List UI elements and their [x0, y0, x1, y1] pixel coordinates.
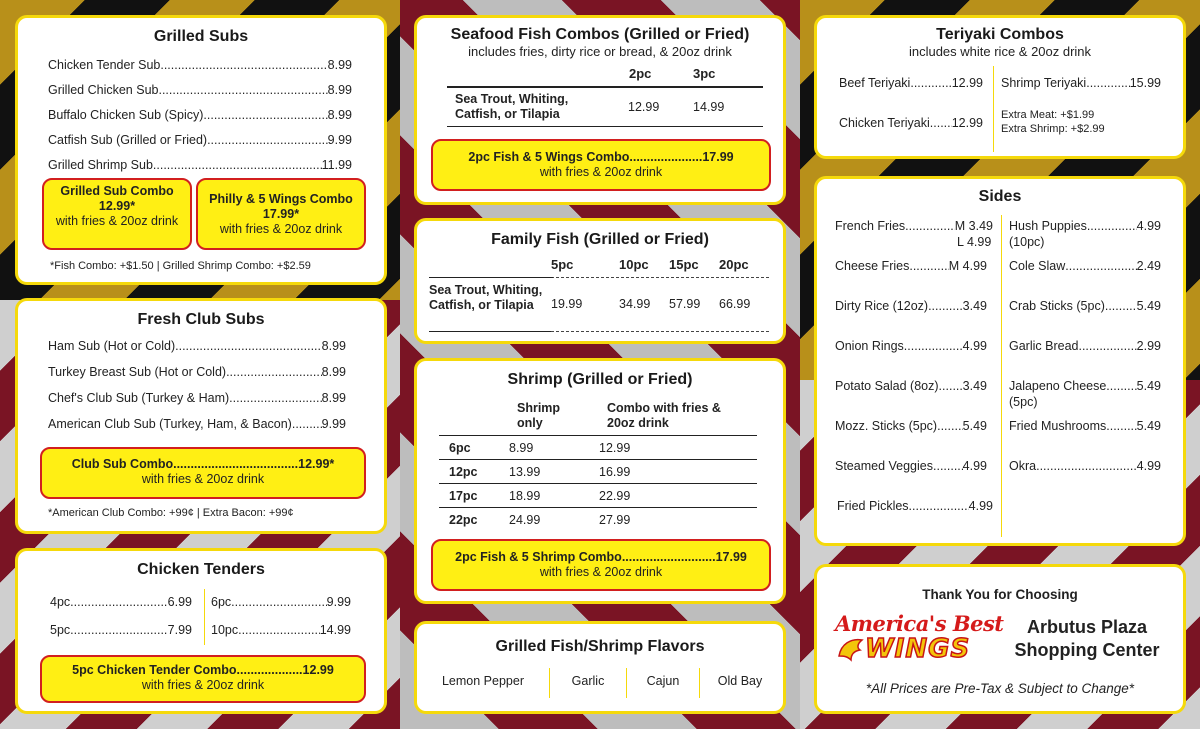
shrimp-card: [414, 358, 786, 604]
side-item: Onion Rings ..... 4.99: [835, 339, 987, 353]
menu-item: Turkey Breast Sub (Hot or Cold) ..... 8.99: [48, 365, 346, 379]
thank-you-text: Thank You for Choosing: [922, 587, 1078, 602]
menu-item: Beef Teriyaki ..... 12.99: [839, 76, 983, 90]
price: 14.99: [693, 100, 725, 114]
chicken-tenders-card: [15, 548, 387, 714]
side-item: Jalapeno Cheese ..... 5.49: [1009, 379, 1161, 393]
menu-item: Chef's Club Sub (Turkey & Ham) ..... 8.99: [48, 391, 346, 405]
combo-desc: with fries & 20oz drink: [55, 214, 179, 228]
extra-meat: Extra Meat: +$1.99: [1001, 109, 1095, 121]
price: 57.99: [669, 297, 701, 311]
combo-desc: with fries & 20oz drink: [141, 472, 265, 486]
logo-top: America's Best: [835, 611, 1004, 636]
family-fish-card: [414, 218, 786, 344]
club-subs-card: [15, 298, 387, 534]
seafood-subtitle: includes fries, dirty rice or bread, & 20oz drink: [468, 44, 732, 59]
wing-icon: [835, 634, 865, 664]
menu-item: 10pc ..... 14.99: [211, 623, 351, 637]
col-header: Combo with fries & 20oz drink: [607, 401, 721, 430]
side-item: French Fries ..... M 3.49: [835, 219, 993, 233]
grilled-subs-card: [15, 15, 387, 285]
table-row: 6pc 8.99 12.99: [439, 436, 757, 460]
menu-item: Grilled Chicken Sub ..... 8.99: [48, 83, 352, 97]
combo-title: 5pc Chicken Tender Combo: [72, 663, 237, 677]
side-item: Hush Puppies ..... 4.99: [1009, 219, 1161, 233]
combo-price: 12.99*: [98, 199, 136, 213]
grilled-subs-title: Grilled Subs: [153, 28, 249, 45]
side-item: Cole Slaw ..... 2.49: [1009, 259, 1161, 273]
combo-desc: with fries & 20oz drink: [141, 678, 265, 692]
grilled-sub-combo-box: [42, 178, 192, 250]
thank-you-card: [814, 564, 1186, 714]
combo-price: 17.99: [715, 550, 747, 564]
fish-shrimp-combo-box: 2pc Fish & 5 Shrimp Combo...........................17.99 with fries & 20oz drink: [431, 539, 771, 591]
club-subs-title: Fresh Club Subs: [137, 311, 265, 328]
disclaimer: *All Prices are Pre-Tax & Subject to Change*: [865, 681, 1135, 696]
philly-wings-combo-box: [196, 178, 366, 250]
combo-title: 2pc Fish & 5 Wings Combo: [468, 150, 630, 164]
combo-desc: with fries & 20oz drink: [539, 565, 663, 579]
flavor-item: Old Bay: [717, 674, 763, 688]
col-header: Shrimp only: [517, 401, 561, 430]
table-row: 17pc 18.99 22.99: [439, 484, 757, 508]
family-fish-title: Family Fish (Grilled or Fried): [491, 231, 709, 248]
fish-row-name: Sea Trout, Whiting, Catfish, or Tilapia: [455, 92, 569, 121]
fish-wings-combo-box: 2pc Fish & 5 Wings Combo.....................17.99 with fries & 20oz drink: [431, 139, 771, 191]
flavor-item: Garlic: [571, 674, 605, 688]
combo-title: Philly & 5 Wings Combo: [209, 192, 353, 206]
seafood-card: [414, 15, 786, 205]
combo-price: 12.99*: [298, 457, 335, 471]
side-item: Potato Salad (8oz) ..... 3.49: [835, 379, 987, 393]
fish-row-name: Sea Trout, Whiting, Catfish, or Tilapia: [429, 283, 543, 312]
brand-logo: [835, 611, 1004, 673]
location-line-1: Arbutus Plaza: [1026, 617, 1148, 637]
menu-item: Shrimp Teriyaki ..... 15.99: [1001, 76, 1161, 90]
combo-title: Club Sub Combo: [71, 457, 174, 471]
seafood-title: Seafood Fish Combos (Grilled or Fried): [450, 26, 750, 43]
menu-item: American Club Sub (Turkey, Ham, & Bacon) ..... 9.99: [48, 417, 346, 431]
teriyaki-title: Teriyaki Combos: [936, 26, 1064, 43]
side-item: Mozz. Sticks (5pc) ..... 5.49: [835, 419, 987, 433]
shrimp-table: [439, 435, 757, 532]
price: 66.99: [719, 297, 751, 311]
club-subs-note: *American Club Combo: +99¢ | Extra Bacon: +99¢: [48, 507, 294, 519]
price: 34.99: [619, 297, 651, 311]
location-line-2: Shopping Center: [1014, 640, 1160, 660]
logo-bottom: WINGS: [865, 634, 971, 664]
shrimp-title: Shrimp (Grilled or Fried): [507, 371, 693, 388]
col-header: 20pc: [719, 257, 749, 272]
flavors-title: Grilled Fish/Shrimp Flavors: [495, 638, 705, 655]
club-sub-combo-box: Club Sub Combo....................................12.99* with fries & 20oz drink: [40, 447, 366, 499]
menu-item: 4pc ..... 6.99: [50, 595, 192, 609]
side-item: Steamed Veggies ..... 4.99: [835, 459, 987, 473]
side-item: Dirty Rice (12oz) ..... 3.49: [835, 299, 987, 313]
menu-item: Grilled Shrimp Sub ..... 11.99: [48, 158, 352, 172]
side-sub: (5pc): [1009, 395, 1038, 409]
combo-price: 12.99: [302, 663, 334, 677]
chicken-tenders-title: Chicken Tenders: [137, 561, 265, 578]
side-item: Crab Sticks (5pc) ..... 5.49: [1009, 299, 1161, 313]
col-header: 10pc: [619, 257, 649, 272]
side-item: Cheese Fries ..... M 4.99: [835, 259, 987, 273]
tender-combo-box: 5pc Chicken Tender Combo...................12.99 with fries & 20oz drink: [40, 655, 366, 703]
combo-title: Grilled Sub Combo: [60, 184, 174, 198]
col-header: 15pc: [669, 257, 699, 272]
teriyaki-card: [814, 15, 1186, 159]
extra-shrimp: Extra Shrimp: +$2.99: [1001, 123, 1105, 135]
side-item: Fried Pickles ..... 4.99: [837, 499, 993, 513]
combo-desc: with fries & 20oz drink: [219, 222, 343, 236]
grilled-subs-note: *Fish Combo: +$1.50 | Grilled Shrimp Combo: +$2.59: [50, 260, 311, 272]
side-item: Okra ..... 4.99: [1009, 459, 1161, 473]
col-header: 3pc: [693, 66, 716, 81]
sides-card: [814, 176, 1186, 546]
menu-item: Catfish Sub (Grilled or Fried) ..... 9.99: [48, 133, 352, 147]
side-price-large: L 4.99: [957, 235, 992, 249]
sides-title: Sides: [978, 188, 1022, 205]
menu-item: Ham Sub (Hot or Cold) ..... 8.99: [48, 339, 346, 353]
teriyaki-subtitle: includes white rice & 20oz drink: [908, 44, 1092, 59]
flavors-card: [414, 621, 786, 714]
menu-item: Buffalo Chicken Sub (Spicy) ..... 8.99: [48, 108, 352, 122]
price: 12.99: [628, 100, 660, 114]
side-item: Fried Mushrooms ..... 5.49: [1009, 419, 1161, 433]
menu-item: Chicken Teriyaki. ..... 12.99: [839, 116, 983, 130]
price: 19.99: [551, 297, 583, 311]
combo-price: 17.99*: [262, 207, 300, 221]
side-item: Garlic Bread ..... 2.99: [1009, 339, 1161, 353]
combo-desc: with fries & 20oz drink: [539, 165, 663, 179]
menu-item: 5pc ..... 7.99: [50, 623, 192, 637]
menu-item: 6pc ..... 9.99: [211, 595, 351, 609]
combo-title: 2pc Fish & 5 Shrimp Combo: [455, 550, 622, 564]
flavor-item: Lemon Pepper: [441, 674, 524, 688]
combo-price: 17.99: [702, 150, 734, 164]
table-row: 22pc 24.99 27.99: [449, 512, 631, 527]
menu-item: Chicken Tender Sub ..... 8.99: [48, 58, 352, 72]
col-header: 2pc: [629, 66, 652, 81]
table-row: 12pc 13.99 16.99: [439, 460, 757, 484]
col-header: 5pc: [551, 257, 574, 272]
flavor-item: Cajun: [646, 674, 680, 688]
side-sub: (10pc): [1009, 235, 1045, 249]
